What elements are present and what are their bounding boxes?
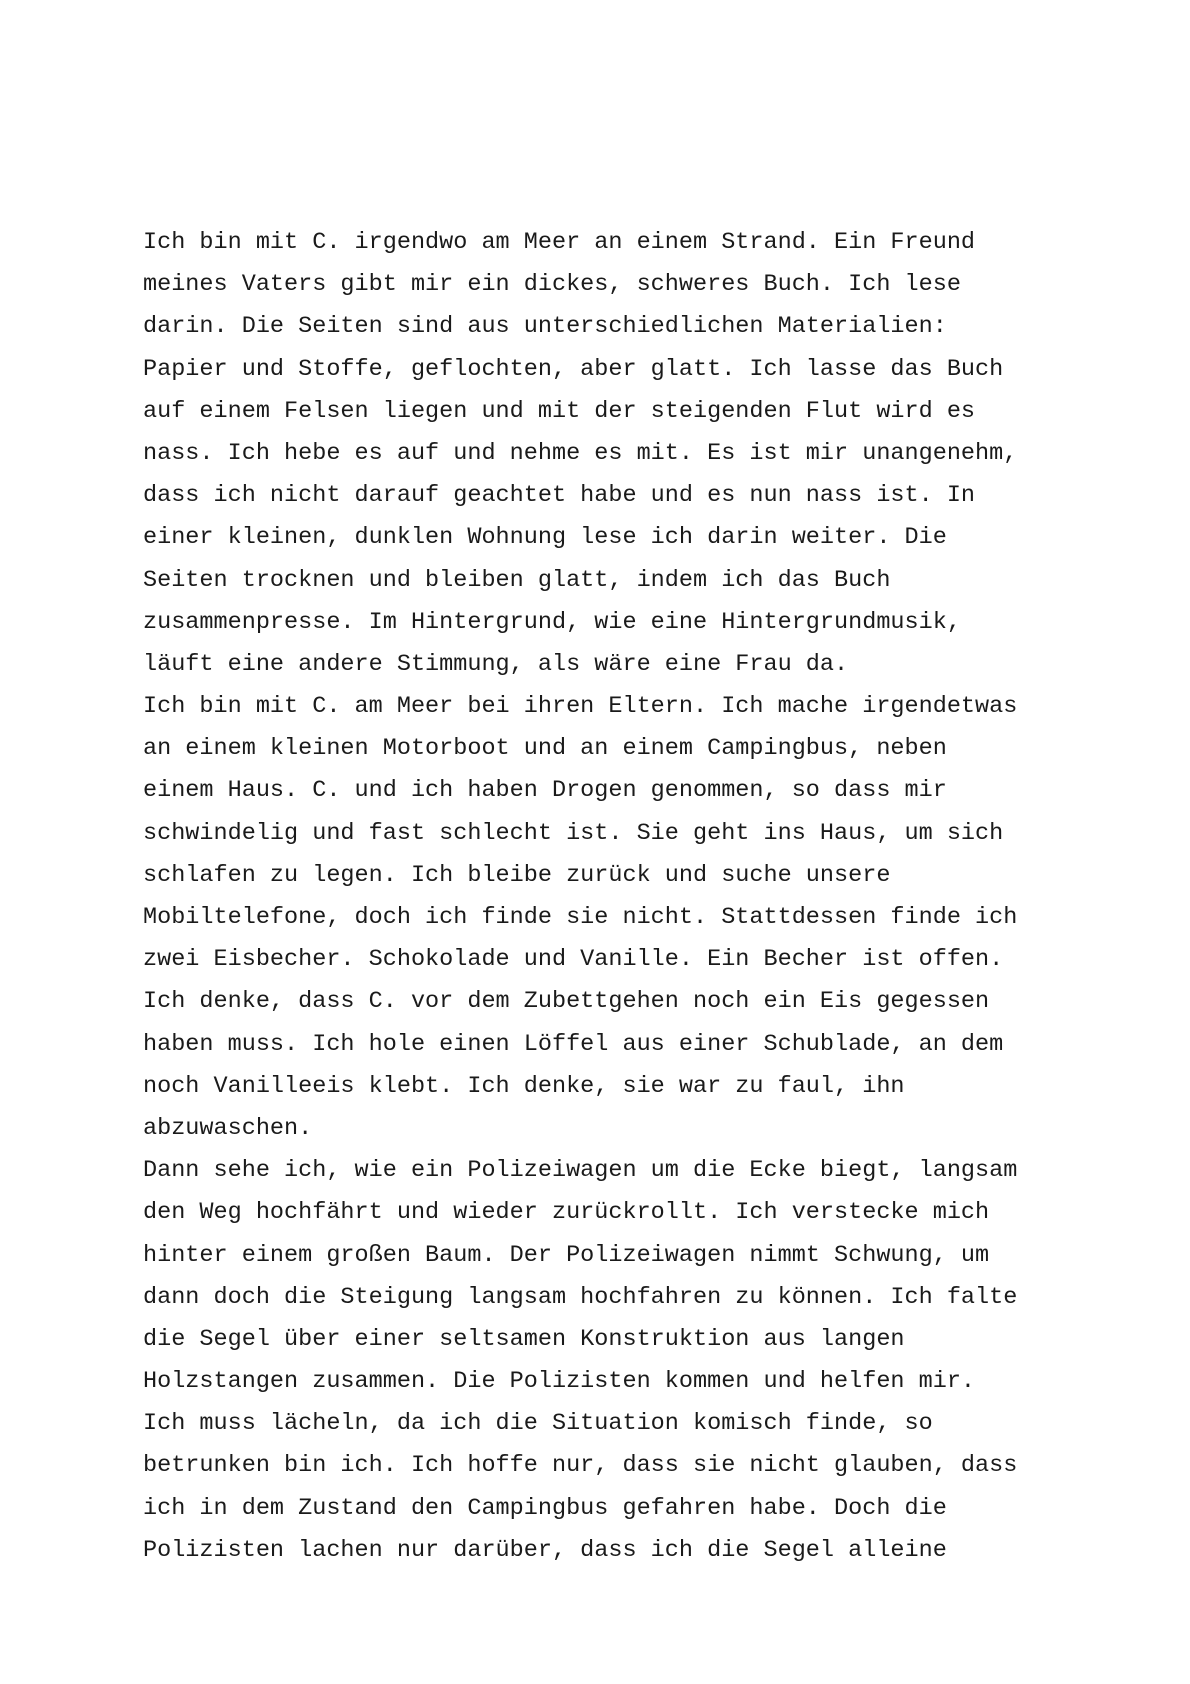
text-line: noch Vanilleeis klebt. Ich denke, sie war zu faul, ihn (143, 1072, 905, 1100)
text-line: dass ich nicht darauf geachtet habe und es nun nass ist. In (143, 482, 976, 510)
text-line: ich in dem Zustand den Campingbus gefahren habe. Doch die (143, 1494, 947, 1522)
text-line: Ich bin mit C. irgendwo am Meer an einem Strand. Ein Freund (143, 229, 976, 256)
text-line: betrunken bin ich. Ich hoffe nur, dass sie nicht glauben, dass (143, 1452, 1018, 1480)
text-line: die Segel über einer seltsamen Konstruktion aus langen (143, 1325, 905, 1353)
text-line: Polizisten lachen nur darüber, dass ich die Segel alleine (143, 1536, 947, 1564)
text-line: zusammenpresse. Im Hintergrund, wie eine Hintergrundmusik, (143, 608, 961, 636)
text-line: an einem kleinen Motorboot und an einem Campingbus, neben (143, 735, 947, 763)
text-line: Papier und Stoffe, geflochten, aber glatt. Ich lasse das Buch (143, 355, 1004, 383)
text-line: Holzstangen zusammen. Die Polizisten kommen und helfen mir. (143, 1368, 976, 1396)
text-line: haben muss. Ich hole einen Löffel aus einer Schublade, an dem (143, 1030, 1004, 1058)
text-line: darin. Die Seiten sind aus unterschiedlichen Materialien: (143, 313, 947, 341)
text-line: den Weg hochfährt und wieder zurückrollt. Ich verstecke mich (143, 1199, 990, 1227)
text-line: dann doch die Steigung langsam hochfahren zu können. Ich falte (143, 1283, 1018, 1311)
text-line: Ich muss lächeln, da ich die Situation komisch finde, so (143, 1410, 933, 1438)
document-text (143, 222, 1083, 1572)
text-line: Ich bin mit C. am Meer bei ihren Eltern. Ich mache irgendetwas (143, 693, 1018, 721)
text-line: Mobiltelefone, doch ich finde sie nicht. Stattdessen finde ich (143, 904, 1018, 931)
text-line: schwindelig und fast schlecht ist. Sie geht ins Haus, um sich (143, 819, 1004, 847)
text-line: hinter einem großen Baum. Der Polizeiwagen nimmt Schwung, um (143, 1241, 990, 1269)
text-line: auf einem Felsen liegen und mit der steigenden Flut wird es (143, 397, 976, 425)
text-line: einem Haus. C. und ich haben Drogen genommen, so dass mir (143, 777, 947, 805)
text-line: Ich denke, dass C. vor dem Zubettgehen noch ein Eis gegessen (143, 988, 990, 1016)
text-line: schlafen zu legen. Ich bleibe zurück und suche unsere (143, 861, 891, 889)
text-line: läuft eine andere Stimmung, als wäre eine Frau da. (143, 650, 849, 678)
text-line: zwei Eisbecher. Schokolade und Vanille. Ein Becher ist offen. (143, 946, 1004, 974)
text-line: einer kleinen, dunklen Wohnung lese ich darin weiter. Die (143, 524, 947, 552)
text-line: abzuwaschen. (143, 1114, 313, 1142)
text-line: Dann sehe ich, wie ein Polizeiwagen um die Ecke biegt, langsam (143, 1157, 1018, 1185)
text-line: nass. Ich hebe es auf und nehme es mit. Es ist mir unangenehm, (143, 439, 1018, 467)
text-line: Seiten trocknen und bleiben glatt, indem ich das Buch (143, 566, 891, 594)
text-line: meines Vaters gibt mir ein dickes, schweres Buch. Ich lese (143, 271, 961, 299)
